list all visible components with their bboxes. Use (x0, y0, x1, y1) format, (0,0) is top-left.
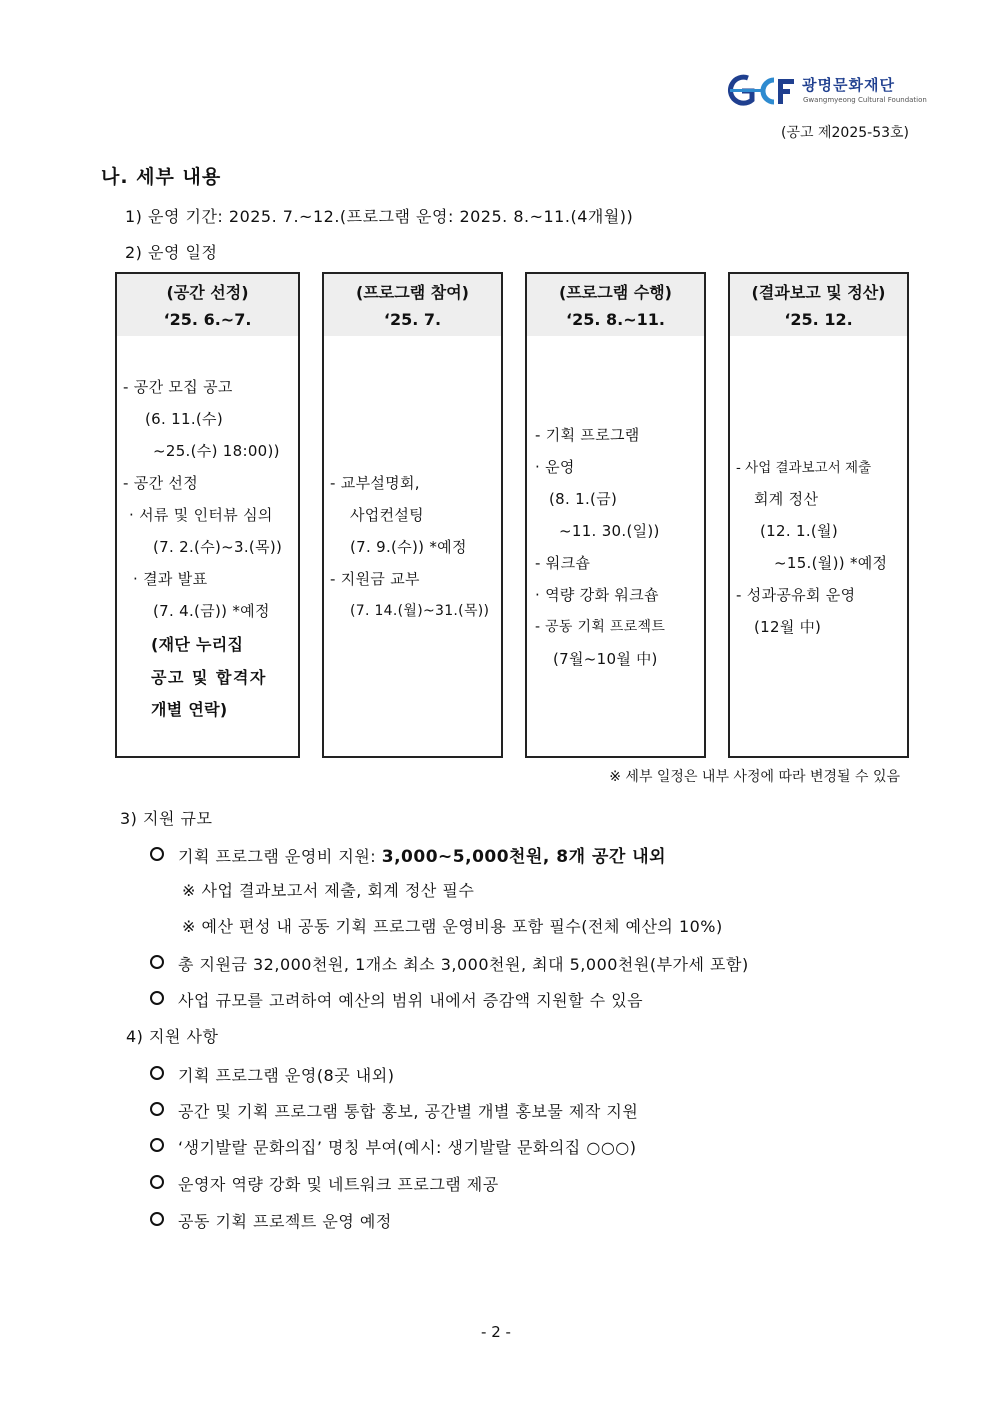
schedule-line: (7월~10월 中) (553, 650, 658, 668)
schedule-box-body (527, 336, 704, 756)
schedule-line: - 공간 선정 (123, 474, 199, 492)
section-title: 나. 세부 내용 (101, 166, 222, 188)
circle-bullet-icon (150, 1175, 164, 1189)
circle-bullet-icon (150, 955, 164, 969)
schedule-line: · 운영 (535, 458, 575, 476)
schedule-line: (7. 14.(월)~31.(목)) (350, 603, 490, 619)
support-scale-text: 총 지원금 32,000천원, 1개소 최소 3,000천원, 최대 5,000천원(부가세 포함) (178, 955, 749, 974)
support-scale-item (150, 952, 749, 975)
schedule-line: ~25.(수) 18:00)) (153, 442, 280, 460)
support-scale-note: ※ 사업 결과보고서 제출, 회계 정산 필수 (182, 881, 475, 900)
support-scale-text: 기획 프로그램 운영비 지원: (178, 847, 382, 866)
schedule-line: - 공간 모집 공고 (123, 378, 233, 396)
support-item-text: 기획 프로그램 운영(8곳 내외) (178, 1066, 395, 1085)
schedule-box-body (730, 336, 907, 756)
support-scale-amount: 3,000~5,000천원, 8개 공간 내외 (381, 847, 667, 867)
schedule-box-title: (공간 선정) (166, 283, 249, 302)
schedule-box-body (324, 336, 501, 756)
support-item (150, 1209, 392, 1232)
logo-text: 광명문화재단 (802, 76, 895, 94)
support-item (150, 1099, 638, 1122)
schedule-line: (6. 11.(수) (145, 410, 223, 428)
schedule-line: 사업컨설팅 (350, 506, 424, 524)
support-scale-heading: 3) 지원 규모 (120, 809, 213, 828)
schedule-box-header (117, 274, 298, 338)
schedule-line: (12월 中) (754, 618, 822, 636)
operation-period: 1) 운영 기간: 2025. 7.~12.(프로그램 운영: 2025. 8.~11.(4개월)) (125, 207, 634, 226)
schedule-line: - 공동 기획 프로젝트 (535, 619, 666, 635)
schedule-line: (8. 1.(금) (549, 490, 618, 508)
schedule-box-title: (결과보고 및 정산) (751, 283, 886, 302)
schedule-line: (12. 1.(월) (760, 522, 838, 540)
foundation-logo (726, 72, 927, 112)
notice-number: (공고 제2025-53호) (781, 125, 909, 141)
circle-bullet-icon (150, 1138, 164, 1152)
schedule-line: - 사업 결과보고서 제출 (736, 460, 872, 476)
support-item-text: 공간 및 기획 프로그램 통합 홍보, 공간별 개별 홍보물 제작 지원 (178, 1102, 639, 1121)
schedule-line: · 서류 및 인터뷰 심의 (129, 506, 273, 524)
schedule-box-header (324, 274, 501, 338)
schedule-box-period: ‘25. 12. (784, 310, 853, 329)
page-number: - 2 - (481, 1323, 511, 1341)
schedule-line: ~15.(월)) *예정 (774, 554, 888, 572)
support-items-heading: 4) 지원 사항 (126, 1027, 219, 1046)
logo-subtext: Gwangmyeong Cultural Foundation (803, 96, 927, 104)
schedule-line: 회계 정산 (754, 490, 819, 508)
schedule-line: - 기획 프로그램 (535, 426, 640, 444)
gcf-logo-icon (726, 74, 796, 108)
circle-bullet-icon (150, 991, 164, 1005)
schedule-line: (7. 9.(수)) *예정 (350, 538, 467, 556)
support-scale-text: 사업 규모를 고려하여 예산의 범위 내에서 증감액 지원할 수 있음 (178, 991, 644, 1010)
schedule-box-program-execution (525, 272, 706, 758)
schedule-box-space-selection (115, 272, 300, 758)
support-item-text: 공동 기획 프로젝트 운영 예정 (178, 1212, 392, 1231)
support-item (150, 1172, 499, 1195)
schedule-heading: 2) 운영 일정 (125, 243, 218, 262)
schedule-line: 개별 연락) (151, 700, 228, 719)
support-item (150, 1135, 636, 1158)
schedule-line: - 성과공유회 운영 (736, 586, 856, 604)
schedule-box-header (730, 274, 907, 338)
schedule-line: 공고 및 합격자 (151, 668, 267, 687)
schedule-box-header (527, 274, 704, 338)
schedule-line: (재단 누리집 (151, 635, 244, 654)
circle-bullet-icon (150, 1212, 164, 1226)
schedule-box-period: ‘25. 8.~11. (566, 310, 665, 329)
schedule-box-title: (프로그램 수행) (559, 283, 672, 302)
schedule-line: · 역량 강화 워크숍 (535, 586, 659, 604)
schedule-box-result-settlement (728, 272, 909, 758)
schedule-box-period: ‘25. 6.~7. (163, 310, 252, 329)
schedule-note: ※ 세부 일정은 내부 사정에 따라 변경될 수 있음 (609, 769, 900, 785)
schedule-line: (7. 4.(금)) *예정 (153, 602, 270, 620)
circle-bullet-icon (150, 847, 164, 861)
schedule-line: - 지원금 교부 (330, 570, 420, 588)
schedule-box-period: ‘25. 7. (383, 310, 442, 329)
schedule-line: · 결과 발표 (133, 570, 208, 588)
support-scale-item (150, 842, 666, 867)
support-scale-item (150, 988, 643, 1011)
schedule-line: ~11. 30.(일)) (559, 522, 660, 540)
support-item (150, 1063, 394, 1086)
circle-bullet-icon (150, 1066, 164, 1080)
schedule-line: - 워크숍 (535, 554, 591, 572)
schedule-box-body (117, 336, 298, 756)
schedule-line: - 교부설명회, (330, 474, 420, 492)
circle-bullet-icon (150, 1102, 164, 1116)
schedule-line: (7. 2.(수)~3.(목)) (153, 538, 283, 556)
support-item-text: ‘생기발랄 문화의집’ 명칭 부여(예시: 생기발랄 문화의집 ○○○) (178, 1138, 637, 1157)
schedule-box-title: (프로그램 참여) (356, 283, 469, 302)
support-scale-note: ※ 예산 편성 내 공동 기획 프로그램 운영비용 포함 필수(전체 예산의 10%) (182, 917, 723, 936)
schedule-box-program-participation (322, 272, 503, 758)
support-item-text: 운영자 역량 강화 및 네트워크 프로그램 제공 (178, 1175, 499, 1194)
